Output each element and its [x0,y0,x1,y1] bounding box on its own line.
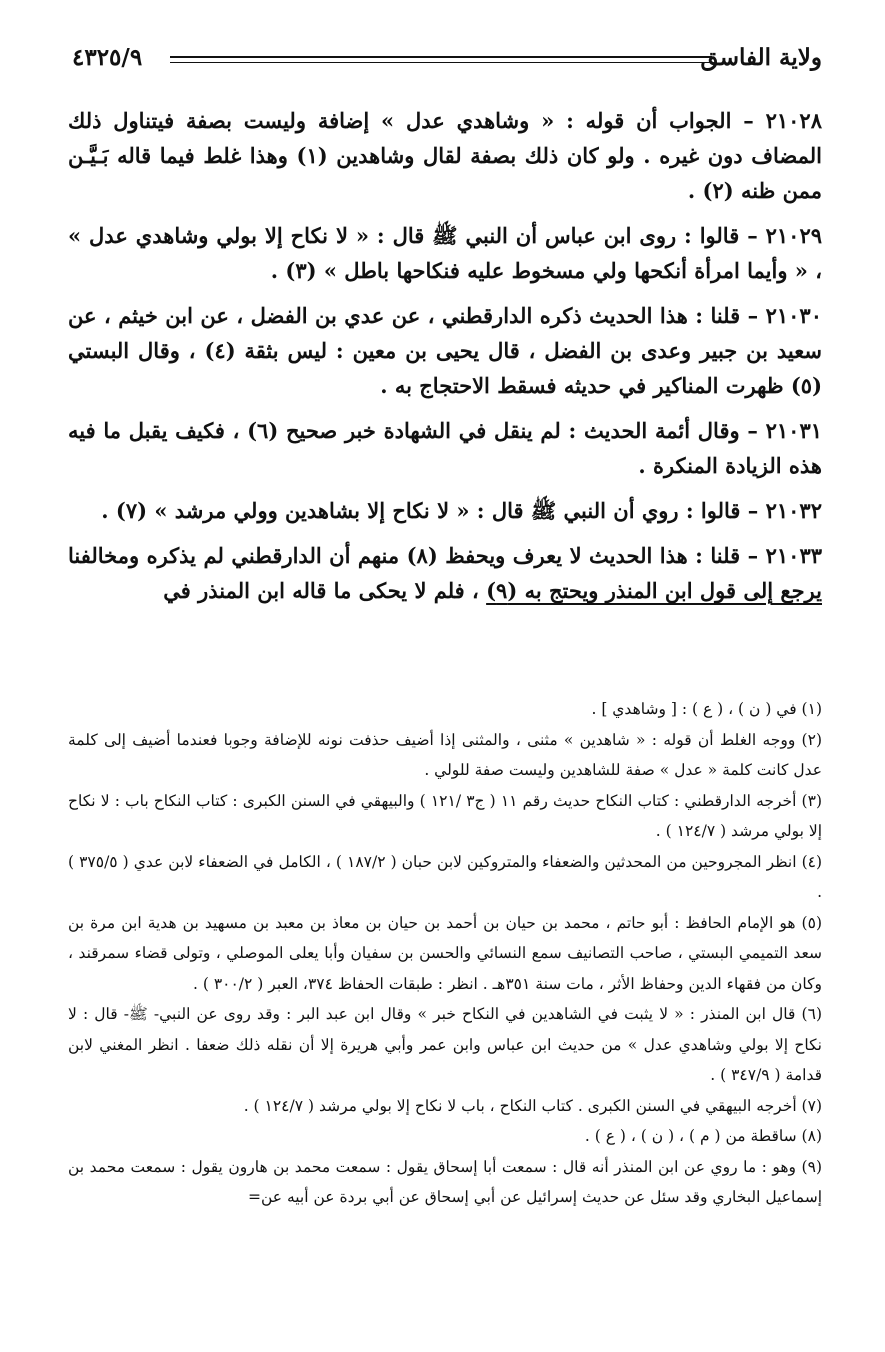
footnotes [68,694,822,1213]
paragraph-text: الجواب أن قوله : « وشاهدي عدل » إضافة وليست بصفة فيتناول ذلك المضاف دون غيره . ولو كان ذلك بصفة لقال وشاهدين (١) وهذا غلط فيما قاله بَـيَّـن ممن ظنه (٢) . [68,108,823,203]
paragraph [68,493,822,528]
footnote-5: (٥) هو الإمام الحافظ : أبو حاتم ، محمد بن حيان بن أحمد بن حيان بن معاذ بن معبد بن مسهيد بن هدية ابن مرة بن سعد التميمي البستي ، صاحب التصانيف سمع النسائي والحسن بن سفيان وأبا يعلى الموصلي ، وتولى قضاء سمرقند ، وكان من فقهاء الدين وحفاظ الأثر ، مات سنة ٣٥١هـ . انظر : طبقات الحفاظ ٣٧٤، العبر ( ٣٠٠/٢ ) . [68,913,822,993]
paragraph-number: ٢١٠٣٠ – [747,303,822,328]
page-number: ٤٣٢٥/٩ [72,44,143,71]
underlined-text: يرجع إلى قول ابن المنذر ويحتج به (٩) [486,578,822,603]
running-header [72,36,822,86]
paragraph [68,413,822,483]
paragraph-text: قالوا : روى ابن عباس أن النبي ﷺ قال : « لا نكاح إلا بولي وشاهدي عدل » ، « وأيما امرأة أنكحها ولي مسخوط عليه فنكاحها باطل » (٣) . [68,223,822,283]
paragraph-text: قالوا : روي أن النبي ﷺ قال : « لا نكاح إلا بشاهدين وولي مرشد » (٧) . [101,498,741,523]
paragraph-text: قلنا : هذا الحديث لا يعرف ويحفظ (٨) منهم أن الدارقطني لم يذكره ومخالفنا [68,543,741,568]
main-text [68,103,822,618]
paragraph [68,103,822,208]
paragraph-text: قلنا : هذا الحديث ذكره الدارقطني ، عن عدي بن الفضل ، عن ابن خيثم ، عن سعيد بن جبير وعدى بن الفضل ، قال يحيى بن معين : ليس بثقة (٤) ، وقال البستي (٥) ظهرت المناكير في حديثه فسقط الاحتجاج به . [68,303,822,398]
footnote-6: (٦) قال ابن المنذر : « لا يثبت في الشاهدين في النكاح خبر » وقال ابن عبد البر : وقد روى عن النبي- ﷺ- قال : لا نكاح إلا بولي وشاهدي عدل » من حديث ابن عباس وابن عمر وأبي هريرة إلا أن نقله ذلك ضعفا . انظر المغني لابن قدامة ( ٣٤٧/٩ ) . [68,1005,822,1084]
footnote-7: (٧) أخرجه البيهقي في السنن الكبرى . كتاب النكاح ، باب لا نكاح إلا بولي مرشد ( ١٢٤/٧ ) . [243,1096,822,1115]
footnote-4: (٤) انظر المجروحين من المحدثين والضعفاء والمتروكين لابن حبان ( ١٨٧/٢ ) ، الكامل في الضعفاء لابن عدي ( ٣٧٥/٥ ) . [68,852,823,901]
footnote-9: (٩) وهو : ما روي عن ابن المنذر أنه قال : سمعت أبا إسحاق يقول : سمعت محمد بن هارون يقول : سمعت محمد بن إسماعيل البخاري وقد سئل عن حديث إسرائيل عن أبي إسحاق عن أبي بردة عن أبيه عن= [68,1157,822,1206]
paragraph-number: ٢١٠٣٢ – [747,498,822,523]
footnote-3: (٣) أخرجه الدارقطني : كتاب النكاح حديث رقم ١١ ( ج٣ /١٢١ ) والبيهقي في السنن الكبرى : كتاب النكاح باب : لا نكاح إلا بولي مرشد ( ١٢٤/٧ ) . [68,791,822,840]
paragraph [68,538,822,608]
footnote-2: (٢) ووجه الغلط أن قوله : « شاهدين » مثنى ، والمثنى إذا أضيف حذفت نونه للإضافة وجوبا فعندما أضيف إلى كلمة عدل كانت كلمة « عدل » صفة للشاهدين وليست صفة للولي . [68,730,822,779]
paragraph-number: ٢١٠٣٣ – [747,543,823,568]
footnote-1: (١) في ( ن ) ، ( ع ) : [ وشاهدي ] . [591,700,822,718]
header-rule [170,56,712,63]
footnote-8: (٨) ساقطة من ( م ) ، ( ن ) ، ( ع ) . [584,1127,822,1145]
paragraph-number: ٢١٠٢٩ – [747,223,823,248]
paragraph [68,218,822,288]
paragraph-number: ٢١٠٢٨ – [743,108,822,133]
paragraph-text: وقال أئمة الحديث : لم ينقل في الشهادة خبر صحيح (٦) ، فكيف يقبل ما فيه هذه الزيادة المنكرة . [68,418,822,478]
paragraph [68,298,822,403]
paragraph-number: ٢١٠٣١ – [747,418,823,443]
running-title: ولاية الفاسق [700,44,822,71]
paragraph-text-continued: ، فلم لا يحكى ما قاله ابن المنذر في [163,578,479,603]
